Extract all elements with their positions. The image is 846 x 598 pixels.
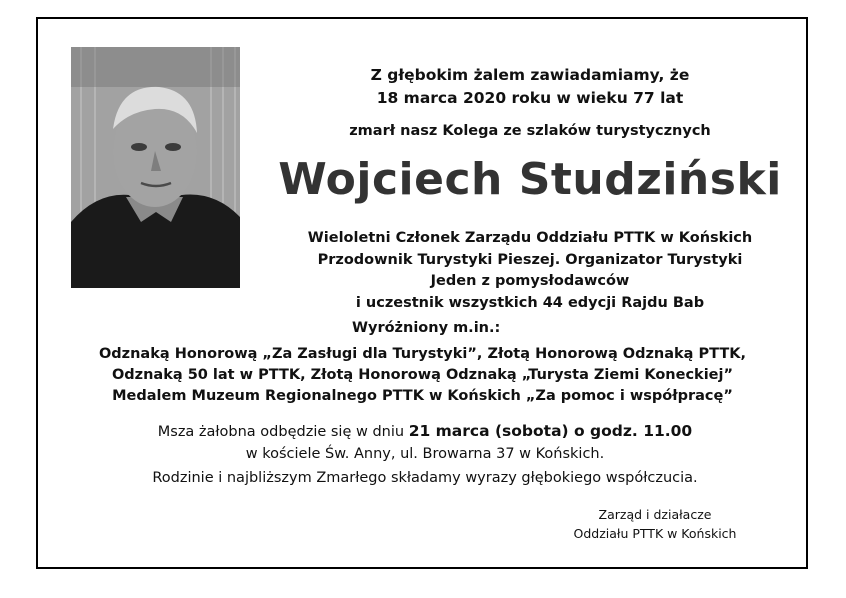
signature-line-1: Zarząd i działacze — [598, 507, 712, 522]
condolence-text: Rodzinie i najbliższym Zmarłego składamy wyrazy głębokiego współczucia. — [152, 470, 698, 486]
mass-location: w kościele Św. Anny, ul. Browarna 37 w Końskich. — [245, 446, 605, 462]
role-line: Jeden z pomysłodawców — [430, 273, 630, 289]
awards-block — [60, 344, 785, 407]
mass-prefix: Msza żałobna odbędzie się w dniu — [157, 424, 409, 440]
distinguished-label: Wyróżniony m.in.: — [352, 320, 501, 336]
award-line: Medalem Muzeum Regionalnego PTTK w Końskich „Za pomoc i współpracę” — [112, 388, 733, 404]
signature-line-2: Oddziału PTTK w Końskich — [573, 526, 737, 541]
deceased-name: Wojciech Studziński — [278, 154, 782, 205]
portrait-photo — [71, 47, 240, 288]
announcement-line-2: 18 marca 2020 roku w wieku 77 lat — [376, 89, 684, 107]
award-line: Odznaką Honorową „Za Zasługi dla Turystyki”, Złotą Honorową Odznaką PTTK, — [98, 346, 747, 362]
announcement-line-3: zmarł nasz Kolega ze szlaków turystycznych — [349, 123, 711, 139]
portrait-image — [71, 47, 240, 288]
signature-block — [540, 505, 770, 543]
announcement-lead — [280, 64, 780, 110]
funeral-mass-info — [100, 420, 750, 465]
announcement-line-1: Z głębokim żalem zawiadamiamy, że — [370, 66, 690, 84]
role-line: Wieloletni Członek Zarządu Oddziału PTTK w Końskich — [307, 230, 753, 246]
mass-date-line — [100, 420, 750, 443]
award-line: Odznaką 50 lat w PTTK, Złotą Honorową Odznaką „Turysta Ziemi Koneckiej” — [111, 367, 734, 383]
role-line: Przodownik Turystyki Pieszej. Organizator Turystyki — [317, 251, 743, 268]
mass-date: 21 marca (sobota) o godz. 11.00 — [408, 422, 693, 440]
roles-block — [270, 228, 790, 314]
role-line: i uczestnik wszystkich 44 edycji Rajdu Bab — [355, 294, 705, 311]
